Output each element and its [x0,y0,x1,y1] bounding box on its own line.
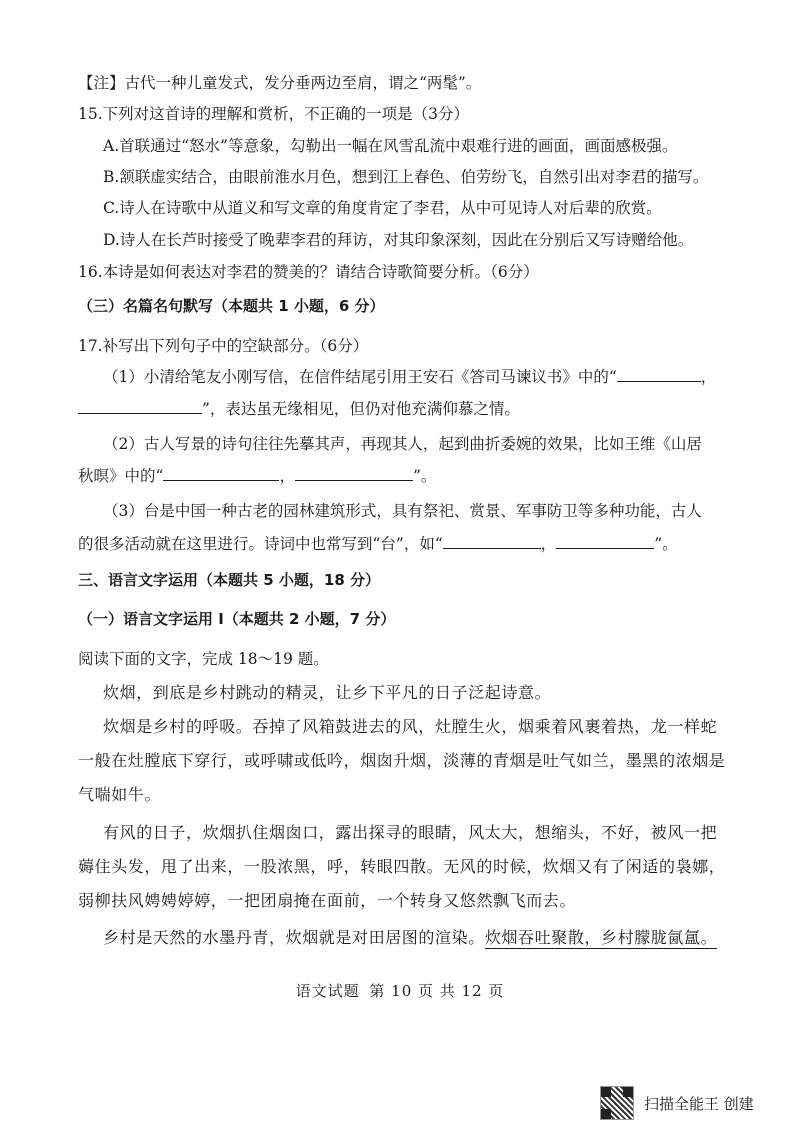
note-line: 【注】古代一种儿童发式，发分垂两边至肩，谓之“两髦”。 [78,74,482,92]
footer-subject: 语文试题 [295,982,360,1000]
essay-paragraph-1: 炊烟，到底是乡村跳动的精灵，让乡下平凡的日子泛起诗意。 [103,683,552,702]
q17-part1-line1 [103,367,716,387]
qr-code-icon [600,1086,634,1120]
answer-blank[interactable] [443,534,541,549]
q15-option-a: A.首联通过“怒水”等意象，勾勒出一幅在风雪乱流中艰难行进的画面，画面感极强。 [103,137,678,155]
underlined-sentence: 炊烟吞吐聚散，乡村朦胧氤氲。 [484,928,718,947]
answer-blank[interactable] [556,534,654,549]
footer-page-number: 第 10 页 共 12 页 [369,982,505,1000]
q15-option-d: D.诗人在长芦时接受了晚辈李君的拜访，对其印象深刻，因此在分别后又写诗赠给他。 [103,231,694,249]
answer-blank[interactable] [617,367,701,382]
part3-subheading: （一）语言文字运用 I（本题共 2 小题，7 分） [78,610,396,628]
q17-part2-line1: （2）古人写景的诗句往往先摹其声，再现其人，起到曲折委婉的效果，比如王维《山居 [103,435,702,453]
answer-blank[interactable] [163,466,279,481]
q15-option-c: C.诗人在诗歌中从道义和写文章的角度肯定了李君，从中可见诗人对后辈的欣赏。 [103,199,662,217]
reading-instruction: 阅读下面的文字，完成 18～19 题。 [78,650,329,668]
q16-stem: 16.本诗是如何表达对李君的赞美的？请结合诗歌简要分析。（6分） [78,263,539,281]
q17-part1-comma: ， [700,368,717,386]
q17-part1-line2 [78,399,520,419]
q15-option-b: B.颔联虚实结合，由眼前淮水月色，想到江上春色、伯劳纷飞，自然引出对李君的描写。 [103,168,709,186]
q17-part3-comma: ， [540,535,557,553]
q17-part3-line1: （3）台是中国一种古老的园林建筑形式，具有祭祀、赏景、军事防卫等多种功能，古人 [103,502,702,520]
q17-part1-text: （1）小清给笔友小刚写信，在信件结尾引用王安石《答司马谏议书》中的“ [103,368,617,386]
q17-part2-line2 [78,466,436,486]
q15-stem: 15.下列对这首诗的理解和赏析，不正确的一项是（3分） [78,105,470,123]
q17-part3-line2 [78,534,678,554]
essay-paragraph-3-line2: 薅住头发，甩了出来，一股浓黑，呼，转眼四散。无风的时候，炊烟又有了闲适的袅娜， [78,857,726,876]
answer-blank[interactable] [295,466,413,481]
essay-paragraph-2-line3: 气喘如牛。 [78,785,162,804]
essay-paragraph-2-line2: 一般在灶膛底下穿行，或呼啸或低吟，烟囱升烟，淡薄的青烟是吐气如兰，墨黑的浓烟是 [78,751,726,770]
scanner-text: 扫描全能王 创建 [644,1094,754,1113]
q17-part1-tail: ”，表达虽无缘相见，但仍对他充满仰慕之情。 [202,400,520,418]
q17-part2-comma: ， [279,467,295,485]
q17-part3-close: ”。 [654,535,678,553]
q17-stem: 17.补写出下列句子中的空缺部分。（6分） [78,337,369,355]
essay-paragraph-2-line1: 炊烟是乡村的呼吸。吞掉了风箱鼓进去的风，灶膛生火，烟乘着风裹着热，龙一样蛇 [103,717,718,736]
q17-part2-close: ”。 [412,467,437,485]
q17-part3-text: 的很多活动就在这里进行。诗词中也常写到“台”，如“ [78,535,443,553]
answer-blank[interactable] [78,399,202,414]
essay-paragraph-4 [103,928,717,948]
scanner-watermark [600,1086,785,1120]
essay-paragraph-3-line1: 有风的日子，炊烟扒住烟囱口，露出探寻的眼睛，风太大，想缩头，不好，被风一把 [103,823,718,842]
section3-heading: （三）名篇名句默写（本题共 1 小题，6 分） [78,297,385,315]
essay-paragraph-3-line3: 弱柳扶风娉娉婷婷，一把团扇掩在面前，一个转身又悠然飘飞而去。 [78,891,577,910]
page-footer [0,980,800,1001]
part3-heading: 三、语言文字运用（本题共 5 小题，18 分） [78,571,380,589]
essay-paragraph-4-text: 乡村是天然的水墨丹青，炊烟就是对田居图的渲染。 [103,928,485,947]
q17-part2-text: 秋暝》中的“ [78,467,164,485]
